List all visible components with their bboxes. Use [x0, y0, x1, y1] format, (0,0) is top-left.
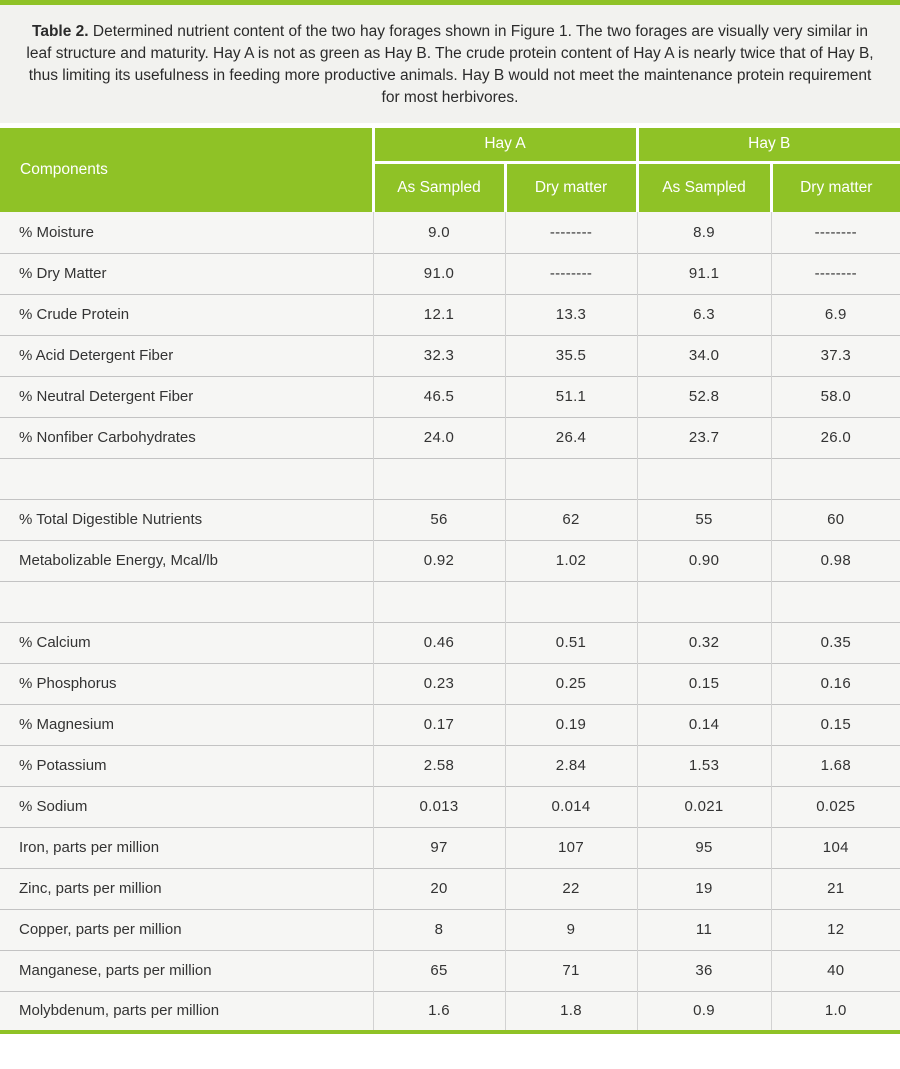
component-label: % Neutral Detergent Fiber: [0, 376, 373, 417]
table-row: [0, 294, 900, 335]
value-cell: 23.7: [637, 417, 771, 458]
value-cell: [373, 458, 505, 499]
value-cell: 0.90: [637, 540, 771, 581]
value-cell: 0.9: [637, 991, 771, 1032]
value-cell: 8.9: [637, 212, 771, 253]
component-label: % Moisture: [0, 212, 373, 253]
table-row: [0, 827, 900, 868]
value-cell: 0.013: [373, 786, 505, 827]
hay-a-as-sampled-header: As Sampled: [373, 162, 505, 212]
hay-a-dry-matter-header: Dry matter: [505, 162, 637, 212]
spacer-row: [0, 458, 900, 499]
component-label: % Phosphorus: [0, 663, 373, 704]
value-cell: 65: [373, 950, 505, 991]
hay-a-group-header: Hay A: [373, 128, 637, 162]
component-label: % Acid Detergent Fiber: [0, 335, 373, 376]
value-cell: 71: [505, 950, 637, 991]
table-body: [0, 212, 900, 1032]
group-header-row: [0, 128, 900, 162]
value-cell: 0.014: [505, 786, 637, 827]
value-cell: 9: [505, 909, 637, 950]
value-cell: 55: [637, 499, 771, 540]
table-row: [0, 335, 900, 376]
value-cell: 0.92: [373, 540, 505, 581]
component-label: % Calcium: [0, 622, 373, 663]
table-row: [0, 745, 900, 786]
hay-b-as-sampled-header: As Sampled: [637, 162, 771, 212]
value-cell: 1.6: [373, 991, 505, 1032]
value-cell: 0.025: [771, 786, 900, 827]
value-cell: 40: [771, 950, 900, 991]
value-cell: 0.35: [771, 622, 900, 663]
value-cell: 97: [373, 827, 505, 868]
component-label: Metabolizable Energy, Mcal/lb: [0, 540, 373, 581]
component-label: % Nonfiber Carbohydrates: [0, 417, 373, 458]
table-caption: [0, 5, 900, 123]
value-cell: 1.8: [505, 991, 637, 1032]
component-label: % Magnesium: [0, 704, 373, 745]
table-row: [0, 868, 900, 909]
value-cell: 36: [637, 950, 771, 991]
value-cell: [637, 458, 771, 499]
value-cell: 60: [771, 499, 900, 540]
value-cell: --------: [505, 253, 637, 294]
value-cell: 20: [373, 868, 505, 909]
component-label: [0, 458, 373, 499]
value-cell: 1.02: [505, 540, 637, 581]
value-cell: [505, 581, 637, 622]
table-row: [0, 786, 900, 827]
value-cell: [373, 581, 505, 622]
table-row: [0, 253, 900, 294]
value-cell: 0.32: [637, 622, 771, 663]
value-cell: 58.0: [771, 376, 900, 417]
value-cell: [771, 458, 900, 499]
value-cell: 0.14: [637, 704, 771, 745]
value-cell: 8: [373, 909, 505, 950]
table-caption-label: Table 2.: [32, 23, 89, 40]
value-cell: [637, 581, 771, 622]
value-cell: [505, 458, 637, 499]
table-row: [0, 663, 900, 704]
value-cell: 0.16: [771, 663, 900, 704]
value-cell: 13.3: [505, 294, 637, 335]
value-cell: 0.19: [505, 704, 637, 745]
value-cell: 2.84: [505, 745, 637, 786]
value-cell: 9.0: [373, 212, 505, 253]
value-cell: 56: [373, 499, 505, 540]
value-cell: 95: [637, 827, 771, 868]
table-header: [0, 128, 900, 212]
component-label: % Dry Matter: [0, 253, 373, 294]
value-cell: --------: [771, 212, 900, 253]
component-label: [0, 581, 373, 622]
value-cell: 1.0: [771, 991, 900, 1032]
value-cell: 12: [771, 909, 900, 950]
value-cell: 46.5: [373, 376, 505, 417]
value-cell: 104: [771, 827, 900, 868]
table-row: [0, 540, 900, 581]
value-cell: 1.68: [771, 745, 900, 786]
value-cell: 0.15: [771, 704, 900, 745]
spacer-row: [0, 581, 900, 622]
value-cell: 12.1: [373, 294, 505, 335]
table-row: [0, 950, 900, 991]
component-label: % Crude Protein: [0, 294, 373, 335]
value-cell: 0.17: [373, 704, 505, 745]
value-cell: 37.3: [771, 335, 900, 376]
value-cell: 11: [637, 909, 771, 950]
table-row: [0, 212, 900, 253]
hay-b-dry-matter-header: Dry matter: [771, 162, 900, 212]
value-cell: 26.4: [505, 417, 637, 458]
nutrient-table: [0, 128, 900, 1034]
value-cell: --------: [771, 253, 900, 294]
value-cell: 2.58: [373, 745, 505, 786]
component-label: Copper, parts per million: [0, 909, 373, 950]
component-label: Zinc, parts per million: [0, 868, 373, 909]
value-cell: 35.5: [505, 335, 637, 376]
component-label: % Potassium: [0, 745, 373, 786]
value-cell: 0.021: [637, 786, 771, 827]
table-row: [0, 499, 900, 540]
components-column-header: Components: [0, 128, 373, 212]
value-cell: 0.46: [373, 622, 505, 663]
table-row: [0, 704, 900, 745]
value-cell: 0.23: [373, 663, 505, 704]
value-cell: 0.15: [637, 663, 771, 704]
value-cell: 52.8: [637, 376, 771, 417]
component-label: Iron, parts per million: [0, 827, 373, 868]
value-cell: 107: [505, 827, 637, 868]
value-cell: 6.3: [637, 294, 771, 335]
value-cell: 0.51: [505, 622, 637, 663]
value-cell: --------: [505, 212, 637, 253]
value-cell: 19: [637, 868, 771, 909]
value-cell: 91.0: [373, 253, 505, 294]
component-label: % Total Digestible Nutrients: [0, 499, 373, 540]
component-label: % Sodium: [0, 786, 373, 827]
value-cell: 62: [505, 499, 637, 540]
value-cell: 22: [505, 868, 637, 909]
value-cell: 34.0: [637, 335, 771, 376]
value-cell: 91.1: [637, 253, 771, 294]
table-row: [0, 991, 900, 1032]
value-cell: 1.53: [637, 745, 771, 786]
table-row: [0, 909, 900, 950]
value-cell: 0.25: [505, 663, 637, 704]
table-caption-text: Determined nutrient content of the two hay forages shown in Figure 1. The two forages are visually very similar in leaf structure and maturity. Hay A is not as green as Hay B. The crude protein content of Hay A is nearly twice that of Hay B, thus limiting its usefulness in feeding more productive animals. Hay B would not meet the maintenance protein requirement for most herbivores.: [26, 23, 874, 106]
value-cell: 32.3: [373, 335, 505, 376]
value-cell: 21: [771, 868, 900, 909]
value-cell: 24.0: [373, 417, 505, 458]
table-row: [0, 417, 900, 458]
value-cell: 0.98: [771, 540, 900, 581]
value-cell: [771, 581, 900, 622]
value-cell: 6.9: [771, 294, 900, 335]
value-cell: 26.0: [771, 417, 900, 458]
component-label: Molybdenum, parts per million: [0, 991, 373, 1032]
hay-b-group-header: Hay B: [637, 128, 900, 162]
table-row: [0, 376, 900, 417]
value-cell: 51.1: [505, 376, 637, 417]
table-row: [0, 622, 900, 663]
component-label: Manganese, parts per million: [0, 950, 373, 991]
